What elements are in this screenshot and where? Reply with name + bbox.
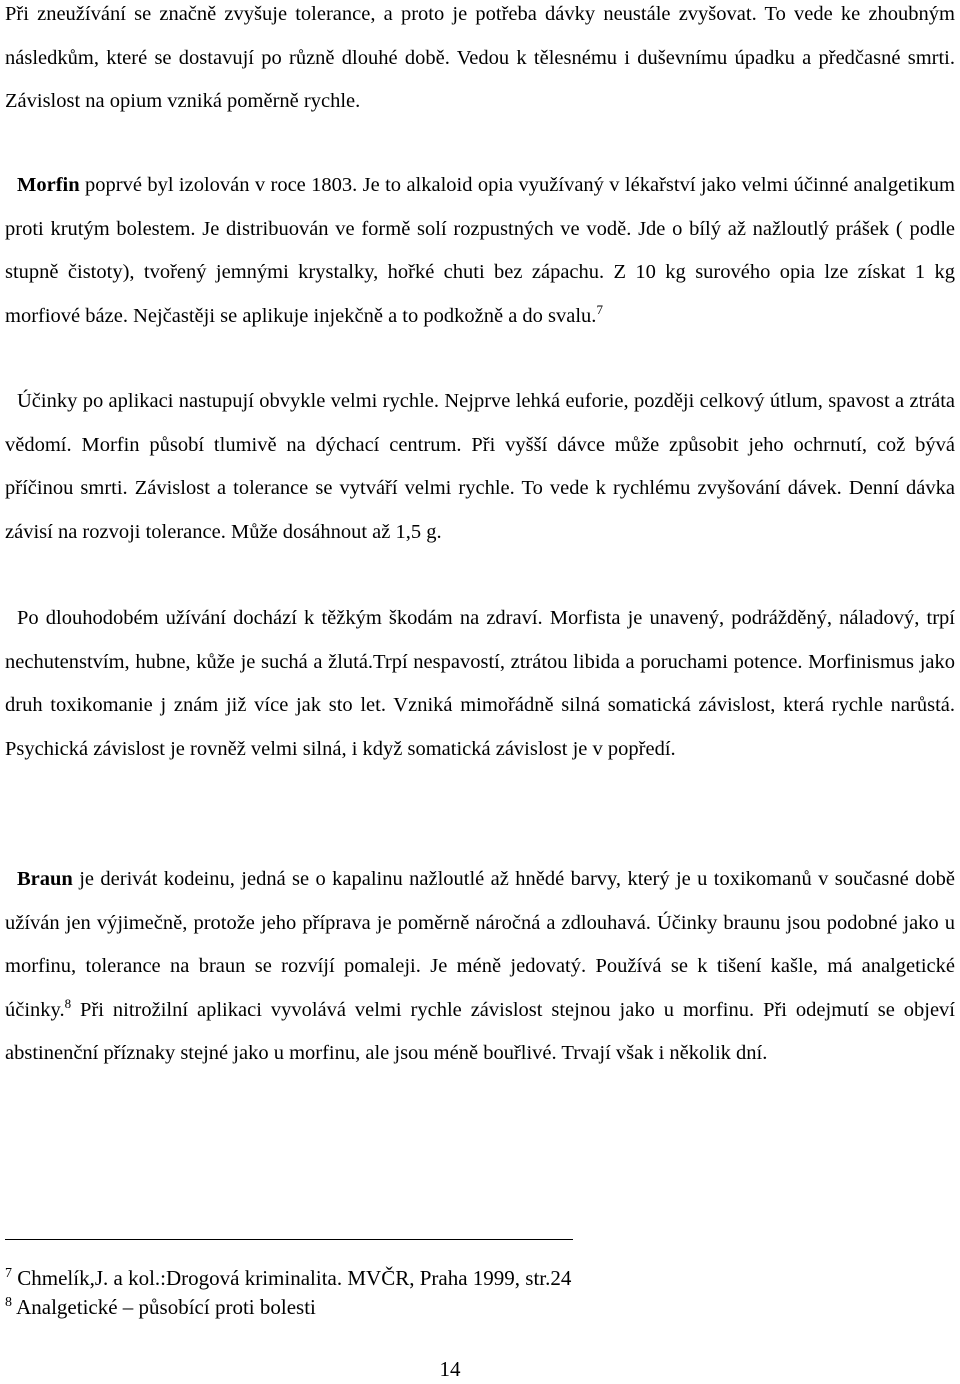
term-morfin: Morfin — [17, 174, 80, 196]
paragraph-text: je derivát kodeinu, jedná se o kapalinu nažloutlé až hnědé barvy, který je u toxikomanů v současné době užíván jen výjimečně, protože jeho příprava je poměrně náročná a zdlouhavá. Účinky braunu jsou podobné jako u morfinu, tolerance na braun se rozvíjí pomaleji. Je méně jedovatý. Používá se k tišení kašle, má analgetické účinky. — [5, 868, 955, 1021]
footnote-8 — [5, 1293, 955, 1322]
paragraph-text: poprvé byl izolován v roce 1803. Je to alkaloid opia využívaný v lékařství jako velmi účinné analgetikum proti krutým bolestem. Je distribuován ve formě solí rozpustných ve vodě. Jde o bílý až nažloutlý prášek ( podle stupně čistoty), tvořený jemnými krystalky, hořké chuti bez zápachu. Z 10 kg surového opia lze získat 1 kg morfiové báze. Nejčastěji se aplikuje injekčně a to podkožně a do svalu. — [5, 174, 955, 327]
footnote-text: Chmelík,J. a kol.:Drogová kriminalita. MVČR, Praha 1999, str.24 — [17, 1266, 572, 1290]
paragraph-text: Při zneužívání se značně zvyšuje tolerance, a proto je potřeba dávky neustále zvyšovat. To vede ke zhoubným následkům, které se dostavují po různě dlouhé době. Vedou k tělesnému i duševnímu úpadku a předčasné smrti. Závislost na opium vzniká poměrně rychle. — [5, 3, 955, 112]
footnote-separator — [5, 1239, 573, 1240]
footnote-ref-8[interactable]: 8 — [64, 995, 72, 1011]
paragraph-braun — [5, 858, 955, 1076]
footnote-7 — [5, 1264, 955, 1293]
page-number: 14 — [439, 1357, 461, 1381]
paragraph-morfin — [5, 164, 955, 338]
footnotes — [5, 1264, 955, 1322]
footnote-number: 7 — [5, 1266, 12, 1281]
paragraph-text: Při nitrožilní aplikaci vyvolává velmi rychle závislost stejnou jako u morfinu. Při odejmutí se objeví abstinenční příznaky stejné jako u morfinu, ale jsou méně bouřlivé. Trvají však i několik dní. — [5, 998, 956, 1064]
footnote-ref-7[interactable]: 7 — [596, 301, 603, 317]
footnote-text: Analgetické – působící proti bolesti — [16, 1295, 316, 1319]
footnote-number: 8 — [5, 1295, 12, 1310]
paragraph-text: Po dlouhodobém užívání dochází k těžkým škodám na zdraví. Morfista je unavený, podrážděný, náladový, trpí nechutenstvím, hubne, kůže je suchá a žlutá.Trpí nespavostí, ztrátou libida a poruchami potence. Morfinismus jako druh toxikomanie j znám již více jak sto let. Vzniká mimořádně silná somatická závislost, která rychle narůstá. Psychická závislost je rovněž velmi silná, i když somatická závislost je v popředí. — [5, 607, 955, 760]
paragraph-text: Účinky po aplikaci nastupují obvykle velmi rychle. Nejprve lehká euforie, později celkový útlum, spavost a ztráta vědomí. Morfin působí tlumivě na dýchací centrum. Při vyšší dávce může způsobit jeho ochrnutí, což bývá příčinou smrti. Závislost a tolerance se vytváří velmi rychle. To vede k rychlému zvyšování dávek. Denní dávka závisí na rozvoji tolerance. Může dosáhnout až 1,5 g. — [5, 390, 955, 543]
paragraph-long-term-use — [5, 597, 955, 771]
paragraph-effects — [5, 380, 955, 554]
term-braun: Braun — [17, 868, 73, 890]
paragraph-tolerance — [5, 0, 955, 124]
